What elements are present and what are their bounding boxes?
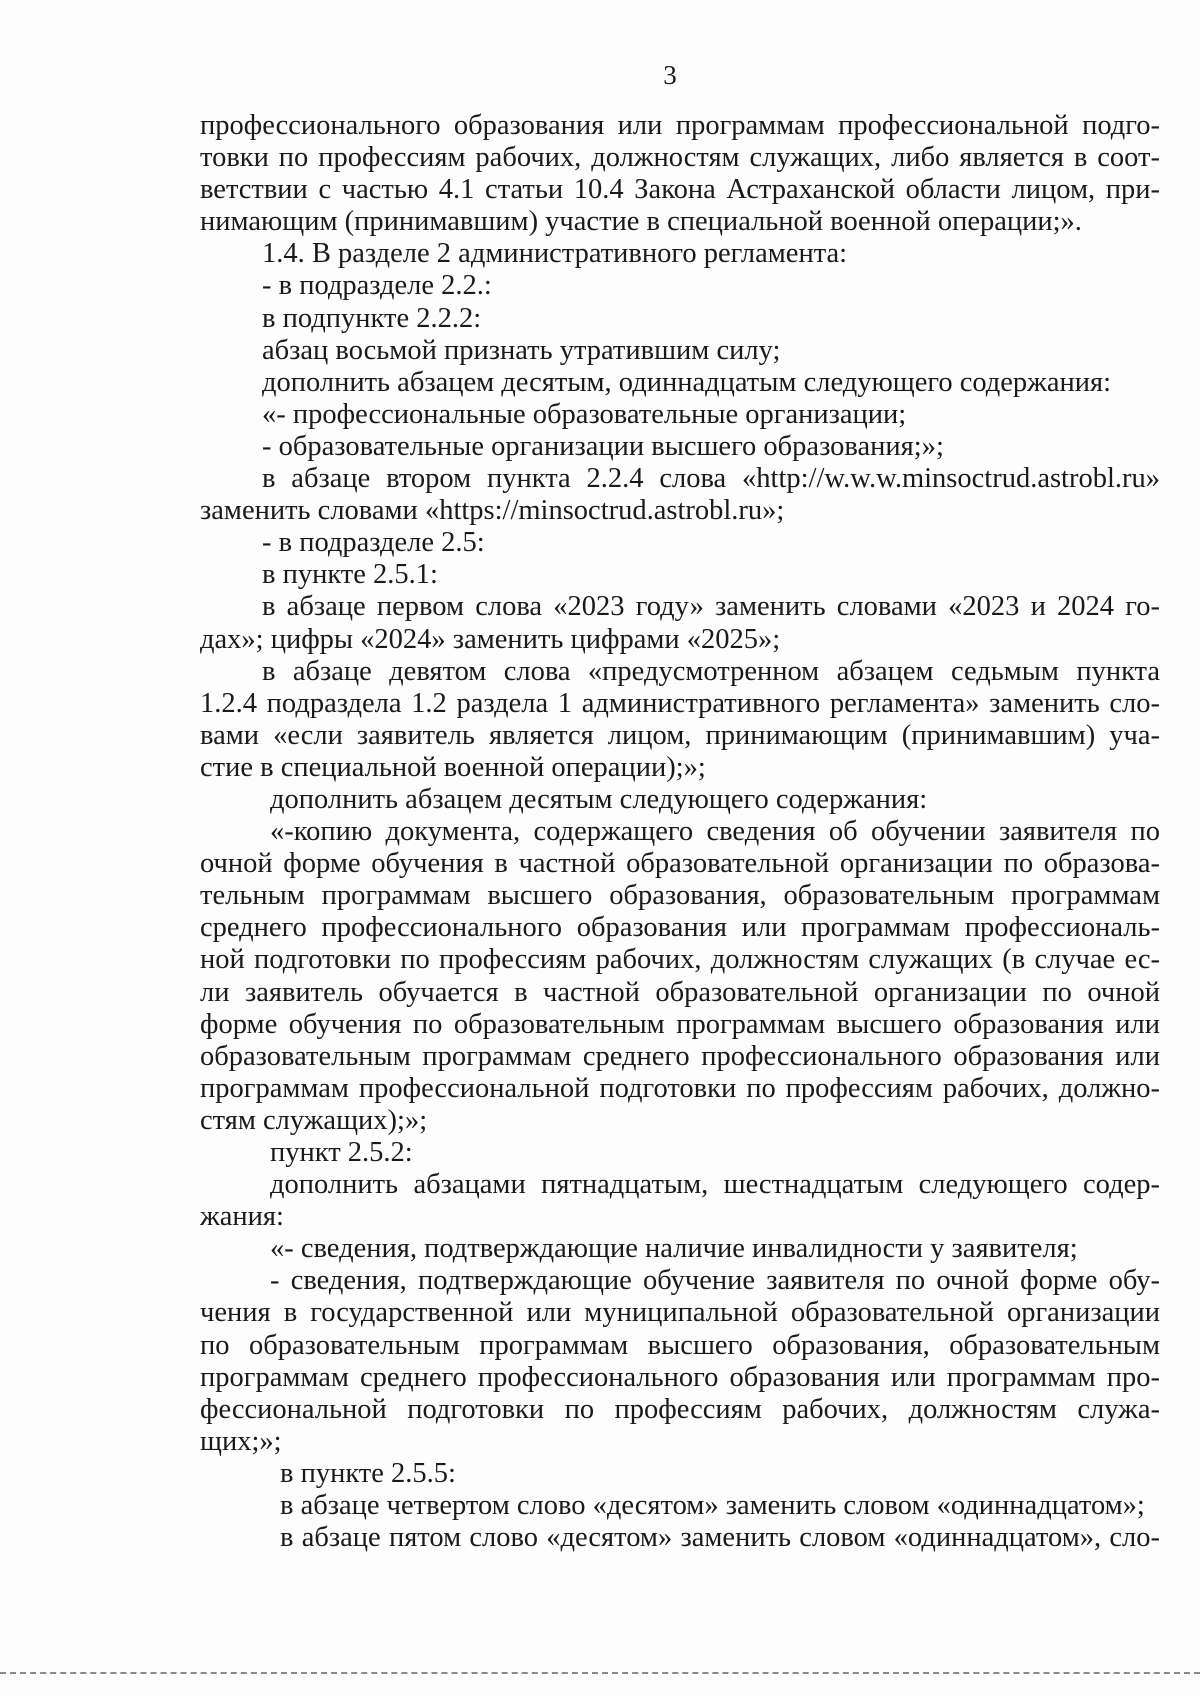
text-line: чения в государственной или муниципальной образовательной организации xyxy=(200,1297,1160,1329)
text-line: стям служащих);»; xyxy=(200,1104,428,1136)
text-line: 1.4. В разделе 2 административного регламента: xyxy=(262,238,848,270)
text-line: среднего профессионального образования или программам профессиональ- xyxy=(200,912,1160,944)
text-line: в абзаце пятом слово «десятом» заменить словом «одиннадцатом», сло- xyxy=(280,1522,1160,1554)
text-line: в пункте 2.5.1: xyxy=(262,559,438,591)
document-body xyxy=(200,110,1160,1554)
text-line: ли заявитель обучается в частной образовательной организации по очной xyxy=(200,976,1160,1008)
text-line: «- профессиональные образовательные организации; xyxy=(262,398,907,430)
text-line: ной подготовки по профессиям рабочих, должностям служащих (в случае ес- xyxy=(200,944,1160,976)
text-line: профессионального образования или программам профессиональной подго- xyxy=(200,110,1160,141)
text-line: - в подразделе 2.5: xyxy=(262,527,485,559)
page-number: 3 xyxy=(663,60,677,90)
text-line: товки по профессиям рабочих, должностям служащих, либо является в соот- xyxy=(200,142,1160,174)
text-line: в абзаце первом слова «2023 году» заменить словами «2023 и 2024 го- xyxy=(262,591,1160,623)
text-line: программам среднего профессионального образования или программам про- xyxy=(200,1361,1160,1393)
text-line: дополнить абзацем десятым, одиннадцатым следующего содержания: xyxy=(262,366,1112,398)
text-line: тельным программам высшего образования, образовательным программам xyxy=(200,880,1160,912)
text-line: в пункте 2.5.5: xyxy=(280,1457,456,1489)
text-line: нимающим (принимавшим) участие в специальной военной операции;». xyxy=(200,206,1082,238)
text-line: по образовательным программам высшего образования, образовательным xyxy=(200,1329,1160,1361)
text-line: жания: xyxy=(200,1201,284,1233)
text-line: в абзаце четвертом слово «десятом» заменить словом «одиннадцатом»; xyxy=(280,1490,1145,1522)
text-line: дополнить абзацем десятым следующего содержания: xyxy=(270,783,928,815)
text-line: абзац восьмой признать утратившим силу; xyxy=(262,334,781,366)
text-line: 1.2.4 подраздела 1.2 раздела 1 административного регламента» заменить сло- xyxy=(200,687,1160,719)
text-line: пункт 2.5.2: xyxy=(270,1137,413,1168)
text-line: - в подразделе 2.2.: xyxy=(262,270,492,302)
text-line: ветствии с частью 4.1 статьи 10.4 Закона Астраханской области лицом, при- xyxy=(200,174,1160,206)
text-line: «- сведения, подтверждающие наличие инвалидности у заявителя; xyxy=(270,1233,1078,1265)
text-line: вами «если заявитель является лицом, принимающим (принимавшим) уча- xyxy=(200,719,1160,751)
text-line: фессиональной подготовки по профессиям рабочих, должностям служа- xyxy=(200,1393,1160,1425)
text-line: - образовательные организации высшего образования;»; xyxy=(262,430,944,462)
text-line: программам профессиональной подготовки по профессиям рабочих, должно- xyxy=(200,1072,1160,1104)
text-line: в абзаце втором пункта 2.2.4 слова «http://w.w.w.minsoctrud.astrobl.ru» xyxy=(262,463,1160,495)
text-line: «-копию документа, содержащего сведения об обучении заявителя по xyxy=(270,816,1160,848)
text-line: заменить словами «https://minsoctrud.astrobl.ru»; xyxy=(200,495,785,527)
text-line: - сведения, подтверждающие обучение заявителя по очной форме обу- xyxy=(270,1265,1160,1297)
text-line: дополнить абзацами пятнадцатым, шестнадцатым следующего содер- xyxy=(270,1169,1160,1201)
text-line: дах»; цифры «2024» заменить цифрами «2025»; xyxy=(200,623,781,655)
text-line: образовательным программам среднего профессионального образования или xyxy=(200,1040,1160,1072)
scan-edge-line xyxy=(0,1672,1200,1674)
text-line: щих;»; xyxy=(200,1425,282,1457)
text-line: в подпункте 2.2.2: xyxy=(262,302,482,334)
text-line: в абзаце девятом слова «предусмотренном абзацем седьмым пункта xyxy=(262,655,1160,687)
text-line: стие в специальной военной операции);»; xyxy=(200,751,706,783)
text-line: очной форме обучения в частной образовательной организации по образова- xyxy=(200,848,1160,880)
text-line: форме обучения по образовательным программам высшего образования или xyxy=(200,1008,1160,1040)
